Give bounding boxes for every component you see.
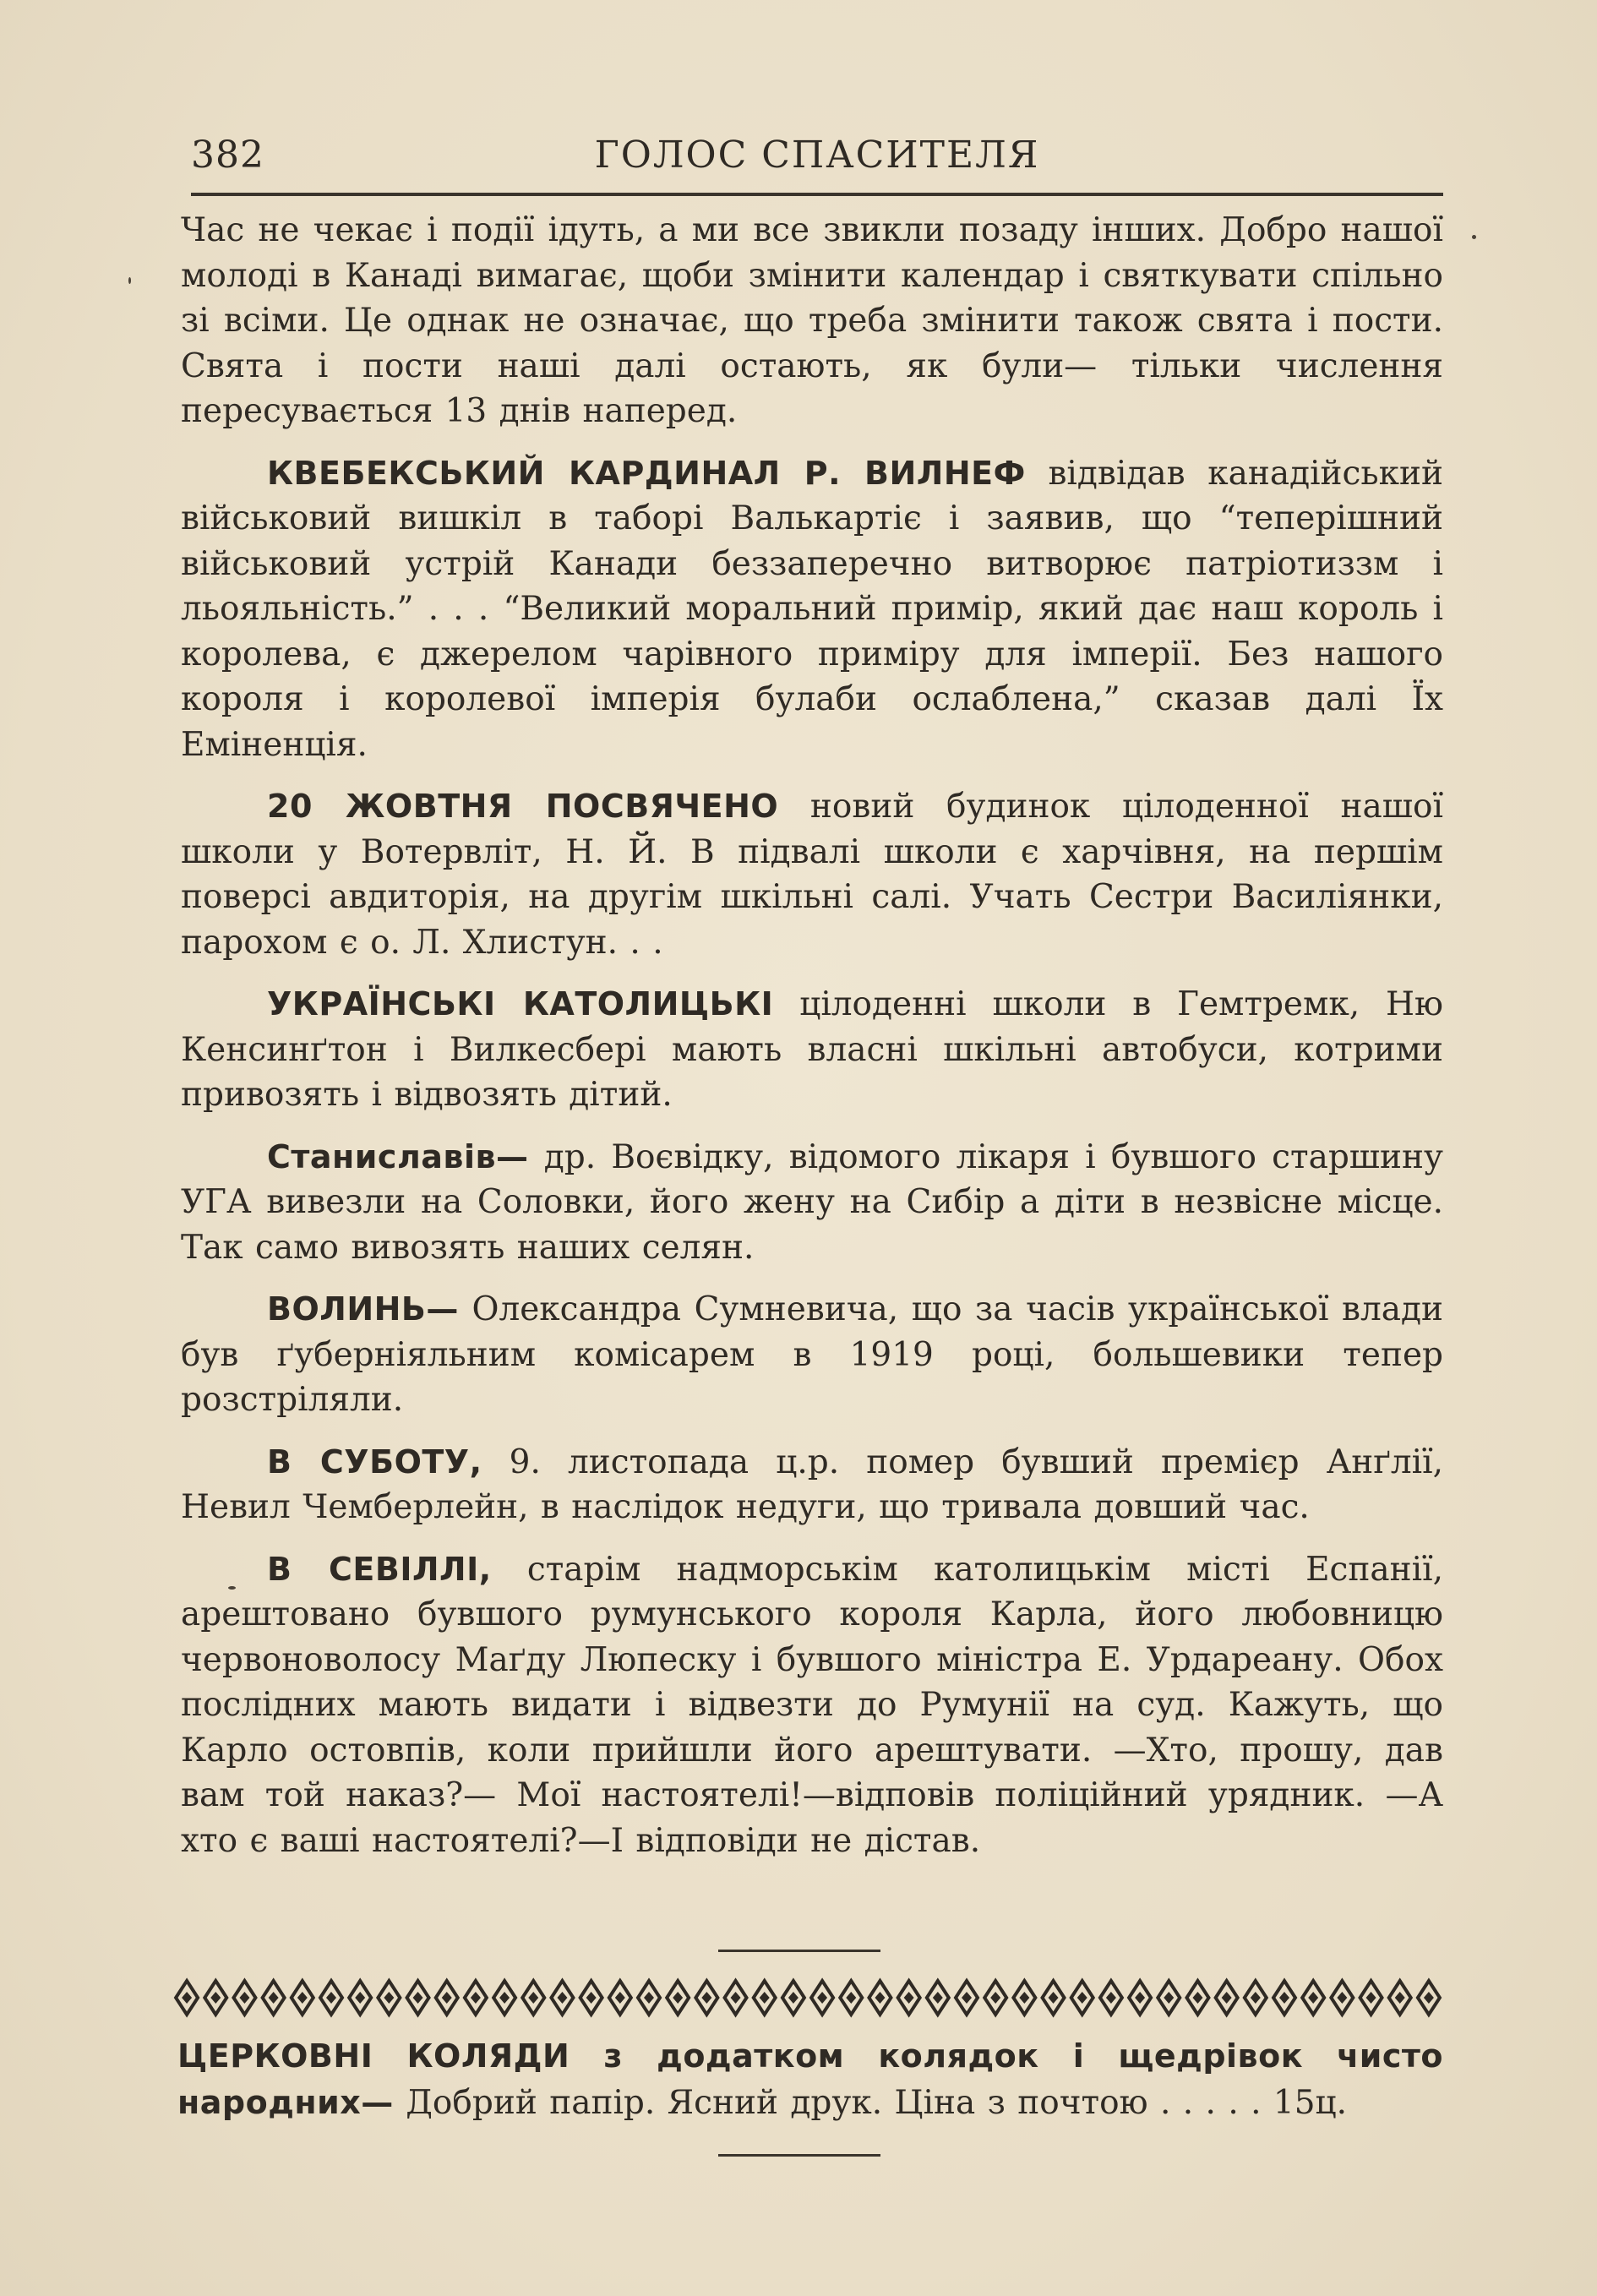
ornament-dot [326,1992,336,2004]
ornament-dot [1222,1992,1232,2004]
section-divider [718,1950,880,1952]
paragraph-text: відвідав канадійський військовий вишкіл в таборі Валькартіє і заявив, що “теперішний військовий устрій Канади беззаперечно витворює патріотиззм і льояльність.” . . . “Великий моральний примір, який дає наш король і королева, є джерелом чарівного приміру для імперії. Без нашого короля і королевої імперія булаби ослаблена,” сказав далі Їх Еміненція. [181,454,1443,764]
paragraph-lead: ВОЛИНЬ— [267,1290,459,1328]
ornament-dot [1279,1992,1289,2004]
ornament-dot [701,1992,711,2004]
print-speck [128,277,131,284]
ornament-dot [760,1992,770,2004]
paragraph-text: др. Воєвідку, відомого лікаря і бувшого старшину УГА вивезли на Соловки, його жену на Сибір а діти в незвісне місце. Так само вивозять наших селян. [181,1137,1443,1267]
paragraph-cardinal [181,451,1443,768]
ornament-dot [528,1992,538,2004]
paragraph-lead: КВЕБЕКСЬКИЙ КАРДИНАЛ Р. ВИЛНЕФ [267,454,1026,492]
ornament-dot [1106,1992,1116,2004]
ornament-dot [586,1992,597,2004]
paragraph-school-watervliet [181,784,1443,965]
paragraph-text: цілоденні школи в Гемтремк, Ню Кенсинґтон і Вилкесбері мають власні шкільні автобуси, котрими привозять і відвозять дітий. [181,985,1443,1114]
ornament-dot [990,1992,1000,2004]
paragraph-text: старім надморськім католицькім місті Еспанії, арештовано бувшого румунського короля Карла, його любовницю червоноволосу Маґду Люпеску і бувшого міністра Е. Урдареану. Обох послідних мають видати і відвезти до Румунії на суд. Кажуть, що Карло остовпів, коли прийшли його арештувати. —Хто, прошу, дав вам той наказ?— Мої настоятелі!—відповів поліційний урядник. —А хто є ваші настоятелі?—І відповіди не дістав. [181,1550,1443,1860]
ornament-dot [297,1992,308,2004]
ornament-dot [239,1992,249,2004]
ornament-dot [442,1992,452,2004]
ornament-dot [1077,1992,1087,2004]
ornament-dot [1337,1992,1347,2004]
ornament-dot [499,1992,510,2004]
paragraph-stanyslaviv [181,1135,1443,1271]
ornament-dot [644,1992,654,2004]
ornament-dot [269,1992,279,2004]
ornament-dot [817,1992,827,2004]
paragraph-lead: УКРАЇНСЬКІ КАТОЛИЦЬКІ [267,985,774,1023]
ornamental-border [172,1977,1443,2018]
ornament-dot [1049,1992,1059,2004]
paragraph-text: Час не чекає і події ідуть, а ми все звикли позаду інших. Добро нашої молоді в Канаді вимагає, щоби змінити календар і святкувати спільно зі всіми. Це однак не означає, що треба змінити також свята і пости. Свята і пости наші далі остають, як були— тільки числення пересувається 13 днів наперед. [181,211,1443,430]
ornament-dot [904,1992,914,2004]
header-rule [191,193,1443,196]
paragraph-text: новий будинок цілоденної нашої школи у Вотервліт, Н. Й. В підвалі школи є харчівня, на першім поверсі авдиторія, на другім шкільні салі. Учать Сестри Василіянки, парохом є о. Л. Хлистун. . . [181,788,1443,962]
paragraph-text: Олександра Сумневича, що за часів української влади був ґуберніяльним комісарем в 1919 році, большевики тепер розстріляли. [181,1290,1443,1419]
paragraph-lead: Станиславів— [267,1137,529,1175]
article-body [181,208,1443,1880]
ornament-dot [1366,1992,1376,2004]
ornament-dot [384,1992,394,2004]
advertisement-lead: ЦЕРКОВНІ КОЛЯДИ з додатком колядок і щедрівок чисто народних— [177,2037,1443,2121]
section-divider [718,2154,880,2157]
ornament-dot [875,1992,885,2004]
ornament-dot [210,1992,221,2004]
paragraph-chamberlain [181,1440,1443,1530]
ornament-dot [1308,1992,1318,2004]
paragraph-catholic-schools [181,982,1443,1118]
ornament-dot [731,1992,741,2004]
ornament-dot [471,1992,481,2004]
print-speck [1472,235,1476,239]
running-title: ГОЛОС СПАСИТЕЛЯ [594,134,1040,177]
ornament-dot [413,1992,423,2004]
ornament-dot [1395,1992,1405,2004]
print-speck [228,1586,236,1590]
paragraph-volyn [181,1287,1443,1423]
ornament-dot [1192,1992,1202,2004]
ornament-dot [615,1992,625,2004]
ornament-dot [673,1992,683,2004]
ornament-dot [962,1992,972,2004]
ornament-dot [355,1992,365,2004]
advertisement [177,2033,1443,2126]
ornament-dot [1164,1992,1174,2004]
paragraph-lead: 20 ЖОВТНЯ ПОСВЯЧЕНО [267,788,779,825]
ornament-dot [1019,1992,1029,2004]
ornament-dot [1251,1992,1261,2004]
paragraph-lead: В СУБОТУ, [267,1442,482,1481]
page-header [191,134,1443,193]
paragraph-calendar [181,208,1443,434]
ornament-dot [933,1992,943,2004]
ornament-dot [557,1992,567,2004]
paragraph-seville [181,1547,1443,1864]
page-number: 382 [191,134,264,177]
paragraph-text: 9. листопада ц.р. помер бувший премієр Анґлії, Невил Чемберлейн, в наслідок недуги, що тривала довший час. [181,1442,1443,1526]
advertisement-text: Добрий папір. Ясний друк. Ціна з почтою . . . . . 15ц. [393,2084,1348,2122]
ornament-dot [788,1992,798,2004]
paragraph-lead: В СЕВІЛЛІ, [267,1550,492,1588]
ornament-dot [182,1992,192,2004]
ornament-dot [1424,1992,1434,2004]
ornament-dot [846,1992,856,2004]
ornament-dot [1135,1992,1145,2004]
